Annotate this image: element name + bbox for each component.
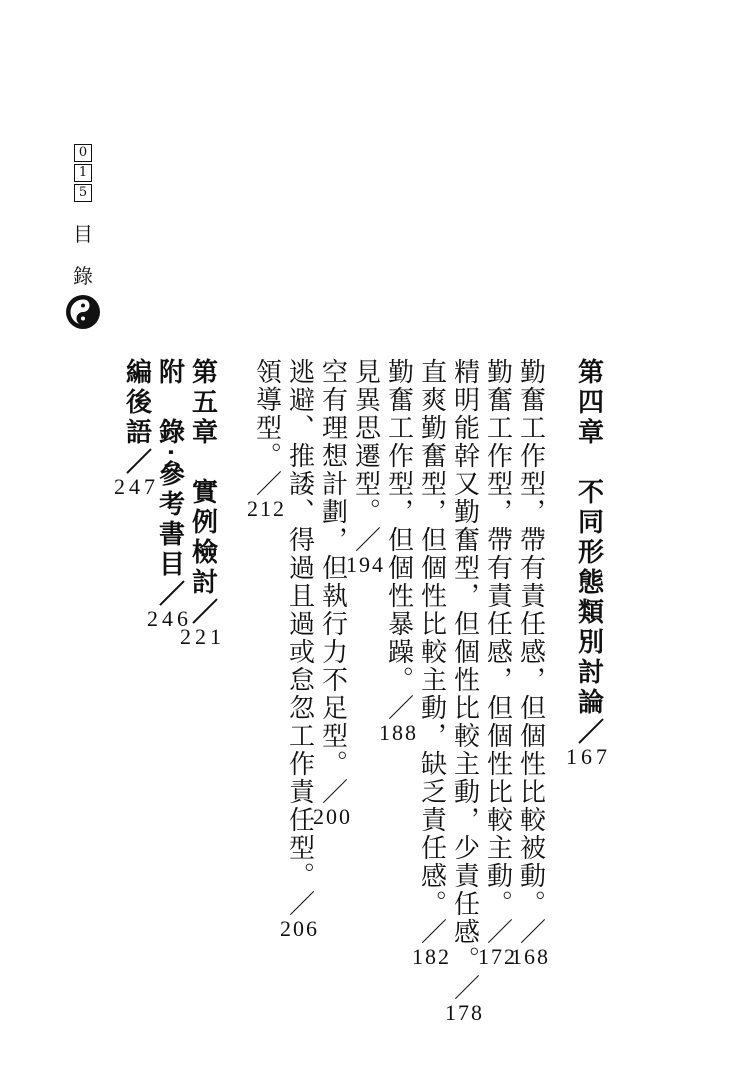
toc-entry: 見異思遷型。／194 [346, 358, 385, 577]
page-ref: 206 [280, 916, 319, 941]
toc-entry: 直爽勤奮型，但個性比較主動，缺乏責任感。／182 [412, 358, 451, 969]
page-ref: 221 [180, 624, 225, 649]
toc-entry: 勤奮工作型，帶有責任感，但個性比較主動。／172 [478, 358, 517, 969]
toc-entry: 領導型。／212 [247, 358, 286, 521]
page-number-digit: 1 [74, 164, 92, 182]
page-ref: 194 [346, 552, 385, 577]
page-ref: 168 [511, 944, 550, 969]
chapter-4-heading: 第四章 不同形態類別討論／167 [566, 358, 611, 769]
appendix-entry: 附 錄‧參考書目／246 [147, 358, 192, 632]
page-ref: 246 [147, 606, 192, 632]
afterword-entry: 編後語／247 [114, 358, 159, 499]
chapter-title: 第五章 實例檢討 [187, 358, 218, 598]
toc-entry: 勤奮工作型，但個性暴躁。／188 [379, 358, 418, 745]
toc-entry: 空有理想計劃，但執行力不足型。／200 [313, 358, 352, 829]
page-ref: 212 [247, 496, 286, 521]
page-ref: 188 [379, 720, 418, 745]
section-title-char: 目 [73, 222, 93, 246]
side-margin [63, 144, 103, 330]
page-number-digit: 5 [74, 184, 92, 202]
toc-entry: 勤奮工作型，帶有責任感，但個性比較被動。／168 [511, 358, 550, 969]
page-ref: 182 [412, 944, 451, 969]
page-ref: 172 [478, 944, 517, 969]
page-number-digit: 0 [74, 144, 92, 162]
page-ref: 167 [566, 744, 611, 769]
chapter-title: 第四章 不同形態類別討論 [573, 358, 604, 718]
page-ref: 178 [445, 1000, 484, 1025]
table-of-contents [114, 358, 611, 1026]
toc-entry: 精明能幹又勤奮型，但個性比較主動，少責任感。／178 [445, 358, 484, 1025]
yin-yang-icon [65, 294, 101, 330]
section-title-char: 錄 [73, 264, 93, 288]
toc-entry: 逃避、推諉、得過且過或怠忽工作責任型。／206 [280, 358, 319, 941]
page-ref: 247 [114, 474, 159, 499]
page-ref: 200 [313, 804, 352, 829]
chapter-5-heading: 第五章 實例檢討／221 [180, 358, 225, 649]
